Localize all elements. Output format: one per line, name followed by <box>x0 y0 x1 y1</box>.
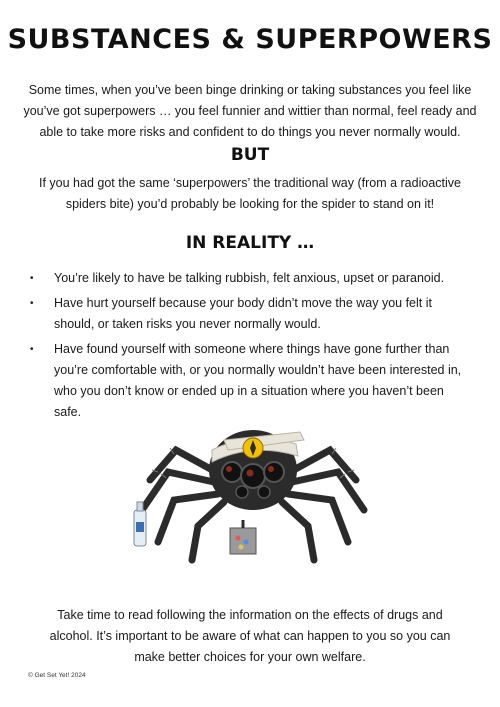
bullet-text: Have found yourself with someone where things have gone further than you’re comfortable with, or you normally wouldn’t have been interested in, who you don’t know or ended up in a situation where you haven’t been safe. <box>54 342 462 419</box>
page-title: SUBSTANCES & SUPERPOWERS <box>7 24 493 55</box>
bullet-icon: • <box>30 273 34 284</box>
copyright-notice: © Get Set Yet! 2024 <box>28 672 86 679</box>
closing-paragraph: Take time to read following the information on the effects of drugs and alcohol. It’s important to be aware of what can happen to you so you can make better choices for your own welfare. <box>49 608 451 664</box>
but-paragraph: If you had got the same ‘superpowers’ the traditional way (from a radioactive spiders bite) you’d probably be looking for the spider to stand on it! <box>39 176 461 211</box>
but-heading: BUT <box>230 145 270 165</box>
list-item <box>28 268 474 289</box>
reality-heading: IN REALITY … <box>185 233 315 253</box>
reality-bullet-list <box>28 268 474 427</box>
list-item <box>28 293 474 335</box>
bullet-text: Have hurt yourself because your body didn’t move the way you felt it should, or taken risks you never normally would. <box>54 296 432 331</box>
bullet-icon: • <box>30 344 34 355</box>
bullet-text: You’re likely to have be talking rubbish, felt anxious, upset or paranoid. <box>54 271 445 285</box>
intro-paragraph: Some times, when you’ve been binge drinking or taking substances you feel like you’ve got superpowers … you feel funnier and wittier than normal, feel ready and able to take more risks and confident to do things you never normally would. <box>23 83 477 139</box>
bullet-icon: • <box>30 298 34 309</box>
spider-illustration <box>128 410 378 570</box>
